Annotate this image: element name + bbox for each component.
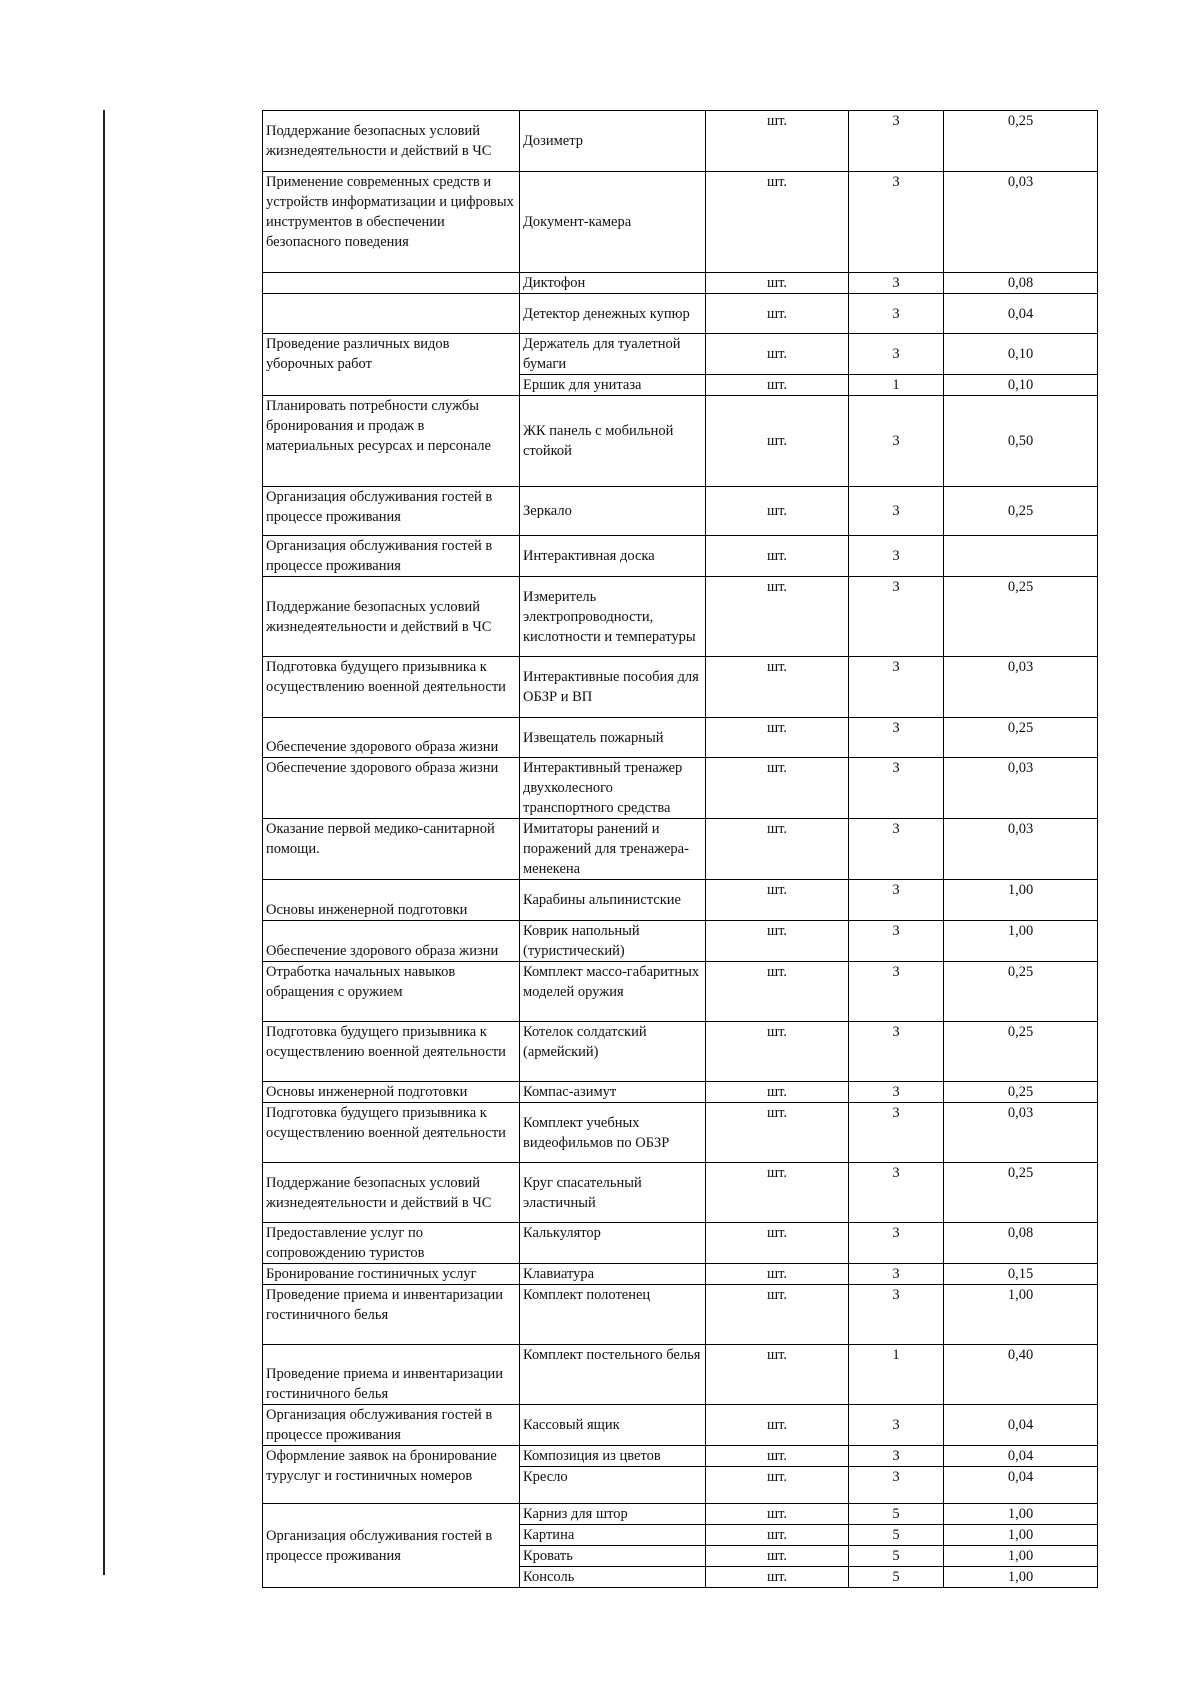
- qty-cell: 3: [849, 334, 944, 375]
- table-row: [263, 1345, 1098, 1405]
- qty-cell: 5: [849, 1504, 944, 1525]
- item-cell: Кресло: [520, 1467, 706, 1504]
- item-cell: Кровать: [520, 1546, 706, 1567]
- item-cell: Калькулятор: [520, 1223, 706, 1264]
- unit-cell: шт.: [706, 718, 849, 758]
- qty-cell: 3: [849, 294, 944, 334]
- unit-cell: шт.: [706, 487, 849, 536]
- value-cell: 0,25: [944, 962, 1098, 1022]
- value-cell: 0,04: [944, 1405, 1098, 1446]
- value-cell: 0,25: [944, 577, 1098, 657]
- qty-cell: 3: [849, 1467, 944, 1504]
- qty-cell: 1: [849, 375, 944, 396]
- table-row: [263, 962, 1098, 1022]
- qty-cell: 3: [849, 1285, 944, 1345]
- qty-cell: 3: [849, 536, 944, 577]
- unit-cell: шт.: [706, 1022, 849, 1082]
- item-cell: Зеркало: [520, 487, 706, 536]
- unit-cell: шт.: [706, 294, 849, 334]
- unit-cell: шт.: [706, 1446, 849, 1467]
- value-cell: 1,00: [944, 880, 1098, 921]
- table-row: [263, 718, 1098, 758]
- activity-cell: Обеспечение здорового образа жизни: [263, 758, 520, 819]
- item-cell: Комплект массо-габаритных моделей оружия: [520, 962, 706, 1022]
- activity-cell: Проведение приема и инвентаризации гостиничного белья: [263, 1285, 520, 1345]
- table-row: [263, 334, 1098, 375]
- table-row: [263, 111, 1098, 172]
- activity-cell: Применение современных средств и устройств информатизации и цифровых инструментов в обеспечении безопасного поведения: [263, 172, 520, 273]
- item-cell: Клавиатура: [520, 1264, 706, 1285]
- value-cell: 0,03: [944, 657, 1098, 718]
- activity-cell: Планировать потребности службы бронирования и продаж в материальных ресурсах и персонале: [263, 396, 520, 487]
- table-row: [263, 172, 1098, 273]
- qty-cell: 3: [849, 1163, 944, 1223]
- item-cell: Держатель для туалетной бумаги: [520, 334, 706, 375]
- qty-cell: 3: [849, 819, 944, 880]
- qty-cell: 3: [849, 396, 944, 487]
- unit-cell: шт.: [706, 536, 849, 577]
- unit-cell: шт.: [706, 1504, 849, 1525]
- value-cell: 0,15: [944, 1264, 1098, 1285]
- item-cell: Кассовый ящик: [520, 1405, 706, 1446]
- item-cell: Комплект учебных видеофильмов по ОБЗР: [520, 1103, 706, 1163]
- value-cell: 0,25: [944, 487, 1098, 536]
- value-cell: 0,25: [944, 111, 1098, 172]
- item-cell: Комплект полотенец: [520, 1285, 706, 1345]
- unit-cell: шт.: [706, 1264, 849, 1285]
- value-cell: 1,00: [944, 921, 1098, 962]
- table-row: [263, 1163, 1098, 1223]
- unit-cell: шт.: [706, 657, 849, 718]
- unit-cell: шт.: [706, 273, 849, 294]
- qty-cell: 3: [849, 1405, 944, 1446]
- value-cell: 1,00: [944, 1285, 1098, 1345]
- activity-cell: Проведение приема и инвентаризации гостиничного белья: [263, 1345, 520, 1405]
- unit-cell: шт.: [706, 819, 849, 880]
- table-row: [263, 577, 1098, 657]
- unit-cell: шт.: [706, 1567, 849, 1588]
- equipment-table: [262, 110, 1098, 1588]
- item-cell: Карабины альпинистские: [520, 880, 706, 921]
- value-cell: 0,04: [944, 1467, 1098, 1504]
- item-cell: Детектор денежных купюр: [520, 294, 706, 334]
- qty-cell: 5: [849, 1546, 944, 1567]
- qty-cell: 3: [849, 1103, 944, 1163]
- activity-cell: Отработка начальных навыков обращения с оружием: [263, 962, 520, 1022]
- activity-cell: Поддержание безопасных условий жизнедеятельности и действий в ЧС: [263, 577, 520, 657]
- activity-cell: Оказание первой медико-санитарной помощи.: [263, 819, 520, 880]
- qty-cell: 3: [849, 273, 944, 294]
- value-cell: [944, 536, 1098, 577]
- item-cell: Ершик для унитаза: [520, 375, 706, 396]
- item-cell: Интерактивный тренажер двухколесного транспортного средства: [520, 758, 706, 819]
- item-cell: Композиция из цветов: [520, 1446, 706, 1467]
- unit-cell: шт.: [706, 577, 849, 657]
- unit-cell: шт.: [706, 396, 849, 487]
- value-cell: 0,10: [944, 334, 1098, 375]
- item-cell: Консоль: [520, 1567, 706, 1588]
- table-row: [263, 758, 1098, 819]
- qty-cell: 5: [849, 1567, 944, 1588]
- item-cell: Круг спасательный эластичный: [520, 1163, 706, 1223]
- unit-cell: шт.: [706, 962, 849, 1022]
- value-cell: 0,03: [944, 172, 1098, 273]
- value-cell: 0,03: [944, 819, 1098, 880]
- value-cell: 0,08: [944, 273, 1098, 294]
- qty-cell: 3: [849, 1446, 944, 1467]
- qty-cell: 3: [849, 487, 944, 536]
- value-cell: 0,25: [944, 718, 1098, 758]
- qty-cell: 5: [849, 1525, 944, 1546]
- value-cell: 0,04: [944, 294, 1098, 334]
- table-row: [263, 1285, 1098, 1345]
- value-cell: 0,25: [944, 1082, 1098, 1103]
- item-cell: Документ-камера: [520, 172, 706, 273]
- table-row: [263, 1223, 1098, 1264]
- value-cell: 0,40: [944, 1345, 1098, 1405]
- item-cell: Дозиметр: [520, 111, 706, 172]
- qty-cell: 3: [849, 1223, 944, 1264]
- activity-cell: Основы инженерной подготовки: [263, 1082, 520, 1103]
- activity-cell: Поддержание безопасных условий жизнедеятельности и действий в ЧС: [263, 111, 520, 172]
- activity-cell: Организация обслуживания гостей в процессе проживания: [263, 1405, 520, 1446]
- unit-cell: шт.: [706, 1525, 849, 1546]
- qty-cell: 3: [849, 657, 944, 718]
- table-row: [263, 1504, 1098, 1525]
- table-row: [263, 396, 1098, 487]
- qty-cell: 3: [849, 111, 944, 172]
- activity-cell: Проведение различных видов уборочных работ: [263, 334, 520, 396]
- unit-cell: шт.: [706, 1405, 849, 1446]
- unit-cell: шт.: [706, 375, 849, 396]
- table-row: [263, 294, 1098, 334]
- item-cell: Комплект постельного белья: [520, 1345, 706, 1405]
- value-cell: 1,00: [944, 1504, 1098, 1525]
- item-cell: Диктофон: [520, 273, 706, 294]
- item-cell: Извещатель пожарный: [520, 718, 706, 758]
- unit-cell: шт.: [706, 1223, 849, 1264]
- activity-cell: [263, 273, 520, 294]
- qty-cell: 3: [849, 718, 944, 758]
- unit-cell: шт.: [706, 172, 849, 273]
- unit-cell: шт.: [706, 758, 849, 819]
- item-cell: Коврик напольный (туристический): [520, 921, 706, 962]
- activity-cell: Поддержание безопасных условий жизнедеятельности и действий в ЧС: [263, 1163, 520, 1223]
- unit-cell: шт.: [706, 334, 849, 375]
- item-cell: Компас-азимут: [520, 1082, 706, 1103]
- table-row: [263, 1082, 1098, 1103]
- value-cell: 0,03: [944, 1103, 1098, 1163]
- activity-cell: Основы инженерной подготовки: [263, 880, 520, 921]
- value-cell: 1,00: [944, 1525, 1098, 1546]
- left-margin-line: [103, 110, 105, 1575]
- value-cell: 0,25: [944, 1022, 1098, 1082]
- qty-cell: 1: [849, 1345, 944, 1405]
- value-cell: 1,00: [944, 1567, 1098, 1588]
- activity-cell: Предоставление услуг по сопровождению туристов: [263, 1223, 520, 1264]
- qty-cell: 3: [849, 758, 944, 819]
- value-cell: 0,50: [944, 396, 1098, 487]
- value-cell: 1,00: [944, 1546, 1098, 1567]
- table-row: [263, 819, 1098, 880]
- activity-cell: Подготовка будущего призывника к осуществлению военной деятельности: [263, 1103, 520, 1163]
- qty-cell: 3: [849, 1264, 944, 1285]
- table-row: [263, 273, 1098, 294]
- unit-cell: шт.: [706, 111, 849, 172]
- activity-cell: Обеспечение здорового образа жизни: [263, 718, 520, 758]
- qty-cell: 3: [849, 1082, 944, 1103]
- qty-cell: 3: [849, 880, 944, 921]
- unit-cell: шт.: [706, 1345, 849, 1405]
- unit-cell: шт.: [706, 1163, 849, 1223]
- activity-cell: Оформление заявок на бронирование туруслуг и гостиничных номеров: [263, 1446, 520, 1504]
- qty-cell: 3: [849, 577, 944, 657]
- unit-cell: шт.: [706, 1285, 849, 1345]
- item-cell: ЖК панель с мобильной стойкой: [520, 396, 706, 487]
- table-row: [263, 1405, 1098, 1446]
- activity-cell: Подготовка будущего призывника к осуществлению военной деятельности: [263, 657, 520, 718]
- table-row: [263, 880, 1098, 921]
- qty-cell: 3: [849, 172, 944, 273]
- activity-cell: Подготовка будущего призывника к осуществлению военной деятельности: [263, 1022, 520, 1082]
- value-cell: 0,03: [944, 758, 1098, 819]
- activity-cell: [263, 294, 520, 334]
- qty-cell: 3: [849, 1022, 944, 1082]
- value-cell: 0,25: [944, 1163, 1098, 1223]
- activity-cell: Организация обслуживания гостей в процессе проживания: [263, 536, 520, 577]
- activity-cell: Бронирование гостиничных услуг: [263, 1264, 520, 1285]
- item-cell: Карниз для штор: [520, 1504, 706, 1525]
- unit-cell: шт.: [706, 1103, 849, 1163]
- table-row: [263, 487, 1098, 536]
- value-cell: 0,10: [944, 375, 1098, 396]
- table-row: [263, 1103, 1098, 1163]
- item-cell: Интерактивные пособия для ОБЗР и ВП: [520, 657, 706, 718]
- unit-cell: шт.: [706, 1082, 849, 1103]
- unit-cell: шт.: [706, 1467, 849, 1504]
- table-row: [263, 1446, 1098, 1467]
- table-row: [263, 657, 1098, 718]
- table-row: [263, 1022, 1098, 1082]
- value-cell: 0,04: [944, 1446, 1098, 1467]
- unit-cell: шт.: [706, 1546, 849, 1567]
- unit-cell: шт.: [706, 880, 849, 921]
- activity-cell: Организация обслуживания гостей в процессе проживания: [263, 1504, 520, 1588]
- activity-cell: Обеспечение здорового образа жизни: [263, 921, 520, 962]
- unit-cell: шт.: [706, 921, 849, 962]
- value-cell: 0,08: [944, 1223, 1098, 1264]
- table-row: [263, 1264, 1098, 1285]
- qty-cell: 3: [849, 962, 944, 1022]
- activity-cell: Организация обслуживания гостей в процессе проживания: [263, 487, 520, 536]
- item-cell: Котелок солдатский (армейский): [520, 1022, 706, 1082]
- item-cell: Интерактивная доска: [520, 536, 706, 577]
- table-row: [263, 921, 1098, 962]
- table-row: [263, 536, 1098, 577]
- item-cell: Имитаторы ранений и поражений для тренажера-менекена: [520, 819, 706, 880]
- item-cell: Измеритель электропроводности, кислотности и температуры: [520, 577, 706, 657]
- item-cell: Картина: [520, 1525, 706, 1546]
- qty-cell: 3: [849, 921, 944, 962]
